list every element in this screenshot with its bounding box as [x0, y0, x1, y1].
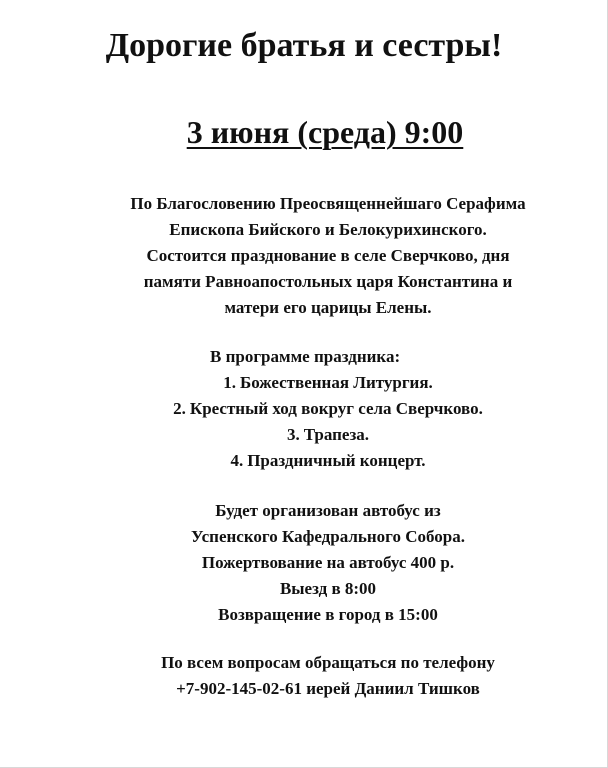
program-item-text: Трапеза. — [303, 425, 370, 444]
announcement-line: памяти Равноапостольных царя Константина и — [143, 272, 513, 291]
program-item-text: Крестный ход вокруг села Сверчково. — [189, 399, 483, 418]
contact-line: По всем вопросам обращаться по телефону — [161, 653, 495, 672]
bus-info-line: Выезд в 8:00 — [279, 579, 377, 598]
program-item-number: 3. — [286, 425, 300, 444]
page-title: Дорогие братья и сестры! — [105, 27, 503, 64]
program-item — [0, 370, 608, 396]
bus-info-paragraph — [0, 498, 608, 628]
contact-paragraph — [0, 650, 608, 702]
announcement-paragraph — [0, 191, 608, 321]
program-item-number: 2. — [173, 399, 186, 418]
program-item-number: 1. — [223, 373, 236, 392]
announcement-line: Состоится празднование в селе Сверчково, дня — [146, 246, 510, 265]
bus-info-line: Возвращение в город в 15:00 — [218, 605, 438, 624]
bus-info-line: Успенского Кафедрального Собора. — [190, 527, 465, 546]
program-item-text: Божественная Литургия. — [239, 373, 433, 392]
program-list — [0, 370, 608, 474]
event-date: 3 июня (среда) 9:00 — [186, 114, 464, 150]
bus-info-line: Пожертвование на автобус 400 р. — [201, 553, 455, 572]
program-item — [0, 448, 608, 474]
program-heading: В программе праздника: — [210, 347, 401, 366]
program-item — [0, 422, 608, 448]
announcement-line: По Благословению Преосвященнейшаго Серафима — [130, 194, 526, 213]
contact-phone-line: +7-902-145-02-61 иерей Даниил Тишков — [176, 679, 480, 698]
program-item-number: 4. — [230, 451, 244, 470]
program-item-text: Праздничный концерт. — [247, 451, 426, 470]
bus-info-line: Будет организован автобус из — [215, 501, 441, 520]
program-item — [0, 396, 608, 422]
announcement-line: Епископа Бийского и Белокурихинского. — [169, 220, 487, 239]
announcement-line: матери его царицы Елены. — [224, 298, 432, 317]
